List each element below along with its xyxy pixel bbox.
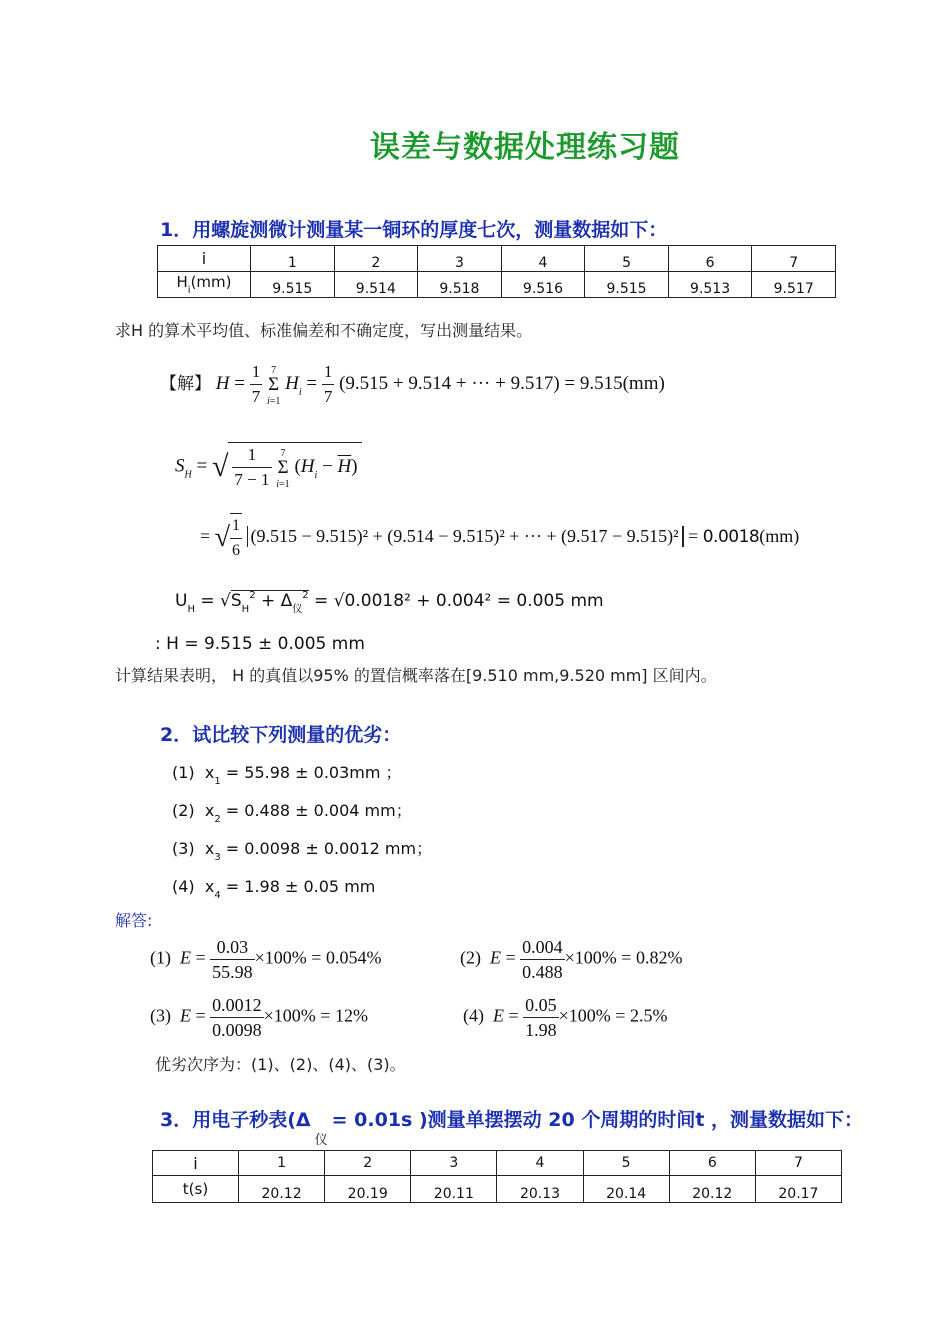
q3-index-cell: 6 [669,1151,755,1176]
q2-item: (4) $x_4 = 1.98 \pm 0.05$ mm [172,877,376,901]
q1-index-cell: 1 [251,246,335,272]
q3-value-cell: 20.12 [239,1176,325,1203]
q3-index-cell: 5 [583,1151,669,1176]
q1-sd-formula: $S_H$ = √ $\frac{1}{7 - 1}$ 7 Σ i=1 $(H_i - \overline{H})$ [175,442,362,492]
q3-value-cell: 20.14 [583,1176,669,1203]
q2-calc-1: (1) E = $\frac{0.03}{55.98}$ ×100% = 0.054% [150,937,382,982]
q1-sd-expr: (9.515 − 9.515)² + (9.514 − 9.515)² + ··· + (9.517 − 9.515)² [247,526,684,547]
page-title: 误差与数据处理练习题 [370,130,680,165]
q3-index-cell: 4 [497,1151,583,1176]
q1-heading: 1．用螺旋测微计测量某一铜环的厚度七次，测量数据如下： [160,219,668,241]
q1-value-cell: 9.515 [251,272,335,298]
q1-value-cell: 9.513 [668,272,752,298]
q1-index-cell: 6 [668,246,752,272]
q1-index-cell: 2 [334,246,418,272]
q3-header-i: i [153,1151,239,1176]
q1-index-cell: 5 [585,246,669,272]
q1-header-h: $H_i(mm)$ [158,272,251,298]
q1-value-cell: 9.517 [752,272,836,298]
q1-sd-result: 0.0018 [702,527,760,548]
q1-index-cell: 7 [752,246,836,272]
q3-value-cell: 20.12 [669,1176,755,1203]
q1-value-cell: 9.518 [418,272,502,298]
q2-heading: 2．试比较下列测量的优劣： [160,724,402,746]
q1-mean-expr: (9.515 + 9.514 + ··· + 9.517) = 9.515(mm) [339,372,665,394]
q2-calc-4: (4) E = $\frac{0.05}{1.98}$ ×100% = 2.5% [463,995,668,1040]
q3-value-cell: 20.19 [325,1176,411,1203]
q1-conclusion: 计算结果表明， H 的真值以95% 的置信概率落在[9.510 mm,9.520 mm] 区间内。 [115,666,717,685]
q2-order: 优劣次序为：(1)、(2)、(4)、(3)。 [155,1055,406,1074]
q1-index-cell: 3 [418,246,502,272]
q1-sd-expansion: = √ $\frac{1}{6}$ (9.515 − 9.515)² + (9.514 − 9.515)² + ··· + (9.517 − 9.515)² = 0.0018(mm) [200,513,799,563]
q2-calc-3: (3) E = $\frac{0.0012}{0.0098}$ ×100% = 12% [150,995,368,1040]
q1-result: : H = 9.515 ± 0.005 mm [155,634,365,654]
q1-u-expr: √0.0018² + 0.004² = 0.005 mm [333,591,604,611]
q2-item: (3) $x_3 = 0.0098 \pm 0.0012$ mm； [172,839,433,863]
q3-index-cell: 3 [411,1151,497,1176]
q3-index-cell: 2 [325,1151,411,1176]
q1-index-cell: 4 [501,246,585,272]
q2-item: (2) $x_2 = 0.488 \pm 0.004$ mm； [172,801,412,825]
solution-label: 【解】 [160,373,211,394]
q1-value-cell: 9.516 [501,272,585,298]
q3-value-cell: 20.17 [755,1176,841,1203]
q1-task: 求H 的算术平均值、标准偏差和不确定度，写出测量结果。 [115,321,533,340]
q3-table [152,1150,842,1203]
q3-index-cell: 7 [755,1151,841,1176]
q3-heading: 3．用电子秒表($\Delta_仪= 0.01s$ )测量单摆摆动 20 个周期的时间t ，测量数据如下： [160,1109,864,1148]
q3-header-t: t(s) [153,1176,239,1203]
q1-mean-formula: 【解】 H = $\frac{1}{7}$ 7 Σ i=1 $H_i$ = $\frac{1}{7}$ (9.515 + 9.514 + ··· + 9.517) = 9.515(mm) [160,362,665,407]
q1-table [157,245,836,298]
q3-value-cell: 20.13 [497,1176,583,1203]
q2-item: (1) $x_1 = 55.98 \pm 0.03mm$ ； [172,763,402,787]
q3-index-cell: 1 [239,1151,325,1176]
q2-answer-label: 解答: [115,911,153,930]
q2-calc-2: (2) E = $\frac{0.004}{0.488}$ ×100% = 0.82% [460,937,683,982]
q1-uncertainty-formula: $U_H = √S_H^2 + \Delta_仪^2 = √0.0018^2 + 0.004^2 = 0.005$ mm [175,590,604,615]
q3-value-cell: 20.11 [411,1176,497,1203]
q1-value-cell: 9.515 [585,272,669,298]
q1-header-i: i [158,246,251,272]
q1-sd-unit: (mm) [759,526,800,547]
q1-value-cell: 9.514 [334,272,418,298]
q2-items [172,758,432,910]
